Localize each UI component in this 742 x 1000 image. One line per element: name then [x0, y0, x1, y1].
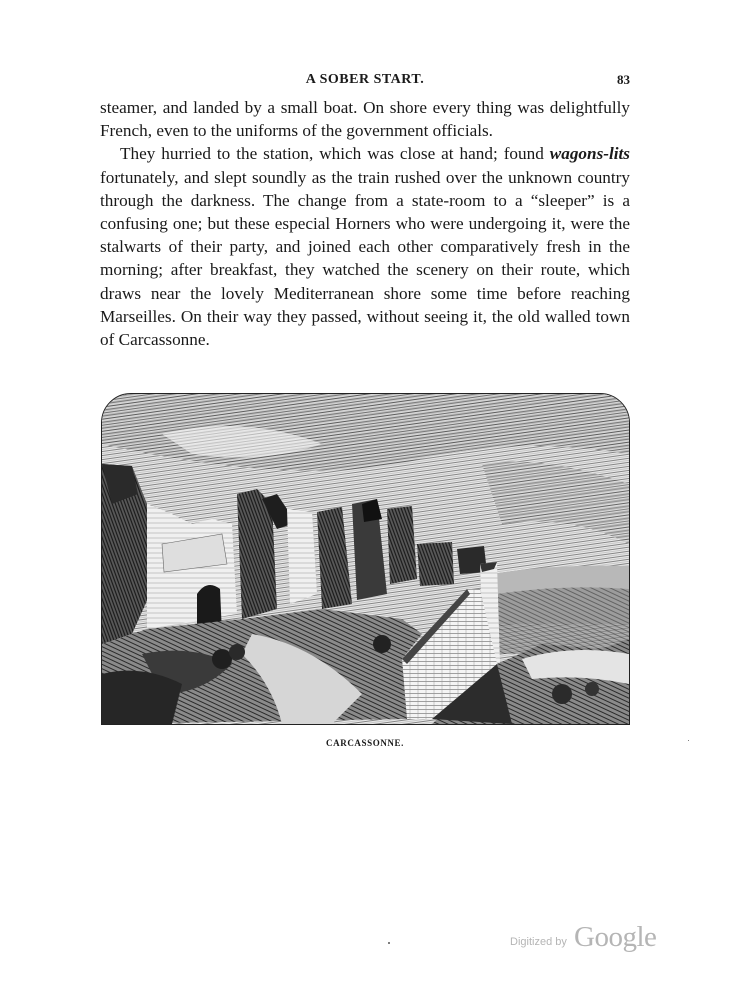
page-number: 83	[617, 72, 630, 87]
running-head	[100, 70, 630, 90]
engraving-artwork	[102, 394, 629, 724]
watermark-prefix: Digitized by	[510, 936, 567, 948]
paragraph-station-end: fortunately, and slept soundly as the train rushed over the unknown country through the darkness. The change from a state-room to a “sleeper” is a confusing one; but these especial Horners who were undergoing it, were the stalwarts of their party, and joined each other comparatively fresh in the morning; after breakfast, they watched the scenery on their route, which draws near the lovely Mediterranean shore some time before reaching Marseilles. On their way they passed, without seeing it, the old walled town of Carcassonne.	[100, 167, 630, 350]
paragraph-station-start: They hurried to the station, which was close at hand; found	[120, 144, 550, 164]
paragraph-continued: steamer, and landed by a small boat. On shore every thing was delightfully French, even to the uniforms of the government officials.	[100, 98, 630, 141]
watermark-logo: Google	[574, 921, 657, 953]
illustration-caption: CARCASSONNE.	[326, 738, 404, 748]
italic-term-wagons-lits: wagons-lits	[549, 144, 630, 164]
carcassonne-engraving	[101, 393, 630, 725]
digitized-watermark	[510, 920, 670, 956]
paper-speck	[388, 942, 390, 944]
paragraph-station	[100, 142, 630, 351]
paper-speck	[688, 740, 689, 741]
running-title: A SOBER START.	[305, 72, 425, 87]
body-text	[100, 96, 630, 351]
